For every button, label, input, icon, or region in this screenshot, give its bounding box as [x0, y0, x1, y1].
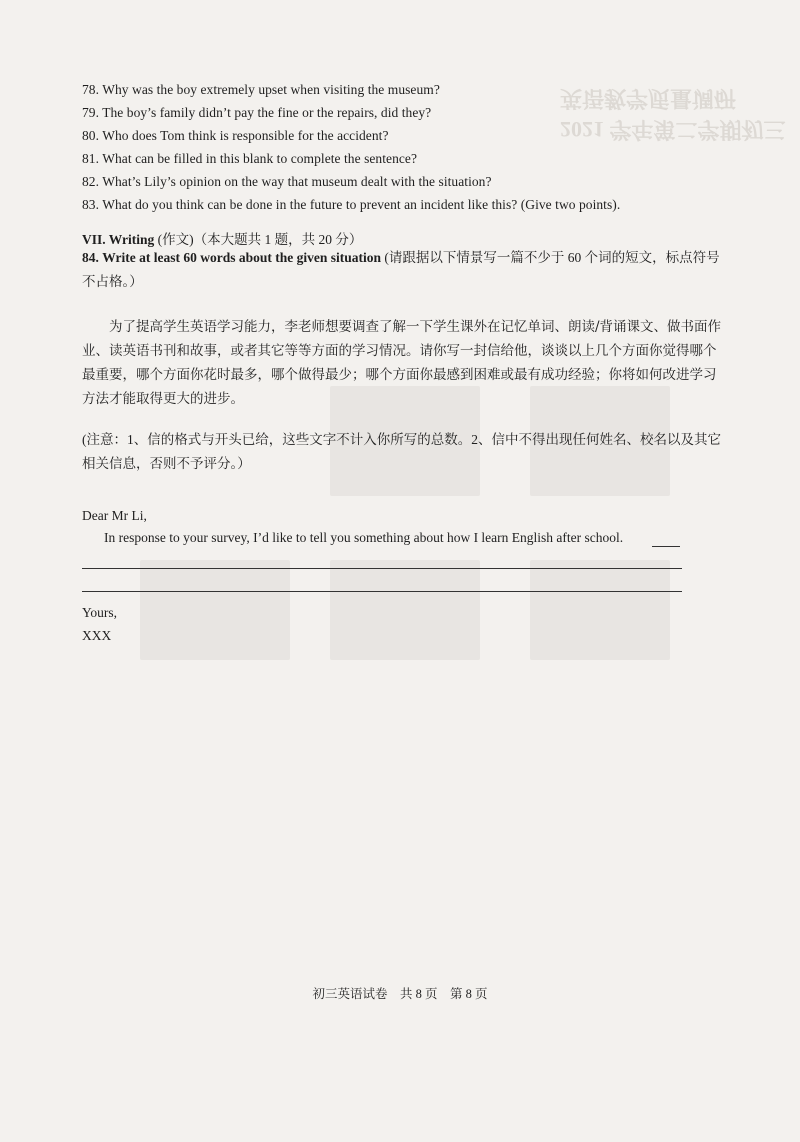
bleed-through-picture: [530, 560, 670, 660]
task-instruction: Write at least 60 words about the given situation: [102, 250, 381, 265]
writing-prompt: [82, 315, 722, 411]
task-requirement: (请跟据以下情景写一篇不少于 60 个词的短文，标点符号不占格。）: [82, 250, 720, 289]
question-82: 82. What’s Lily’s opinion on the way that museum dealt with the situation?: [82, 174, 492, 189]
section-title: VII. Writing: [82, 232, 155, 247]
question-80: 80. Who does Tom think is responsible for the accident?: [82, 128, 389, 143]
question-83: 83. What do you think can be done in the future to prevent an incident like this? (Give two points).: [82, 197, 621, 212]
letter-salutation: Dear Mr Li,: [82, 508, 147, 523]
question-78: 78. Why was the boy extremely upset when visiting the museum?: [82, 82, 440, 97]
bleed-through-picture: [140, 560, 290, 660]
section-heading: [82, 228, 362, 248]
letter-closing: Yours,: [82, 605, 118, 620]
answer-line: [652, 546, 680, 547]
writing-note: (注意：1、信的格式与开头已给，这些文字不计入你所写的总数。2、信中不得出现任何姓名、校名以及其它相关信息，否则不予评分。）: [82, 432, 721, 471]
page-footer: 初三英语试卷 共 8 页 第 8 页: [312, 987, 488, 1001]
letter-signature: XXX: [82, 628, 112, 643]
bleed-through-picture: [330, 560, 480, 660]
task-number: 84.: [82, 250, 99, 265]
question-81: 81. What can be filled in this blank to complete the sentence?: [82, 151, 417, 166]
bleed-through-title: 2021 学年第二学期初三英语教学质量调研: [560, 86, 786, 142]
answer-line: [82, 591, 682, 592]
question-79: 79. The boy’s family didn’t pay the fine or the repairs, did they?: [82, 105, 432, 120]
writing-task: [82, 246, 722, 294]
prompt-text: 为了提高学生英语学习能力，李老师想要调查了解一下学生课外在记忆单词、朗读/背诵课文、做书面作业、读英语书刊和故事，或者其它等等方面的学习情况。请你写一封信给他，谈谈以上几个方面你觉得哪个最重要，哪个方面你花时最多，哪个做得最少；哪个方面你最感到困难或最有成功经验；你将如何改进学习方法才能取得更大的进步。: [82, 319, 722, 407]
answer-line: [82, 568, 682, 569]
letter-opening: In response to your survey, I’d like to tell you something about how I learn English after school.: [104, 530, 624, 545]
section-subtitle: (作文)（本大题共 1 题，共 20 分）: [157, 232, 363, 247]
